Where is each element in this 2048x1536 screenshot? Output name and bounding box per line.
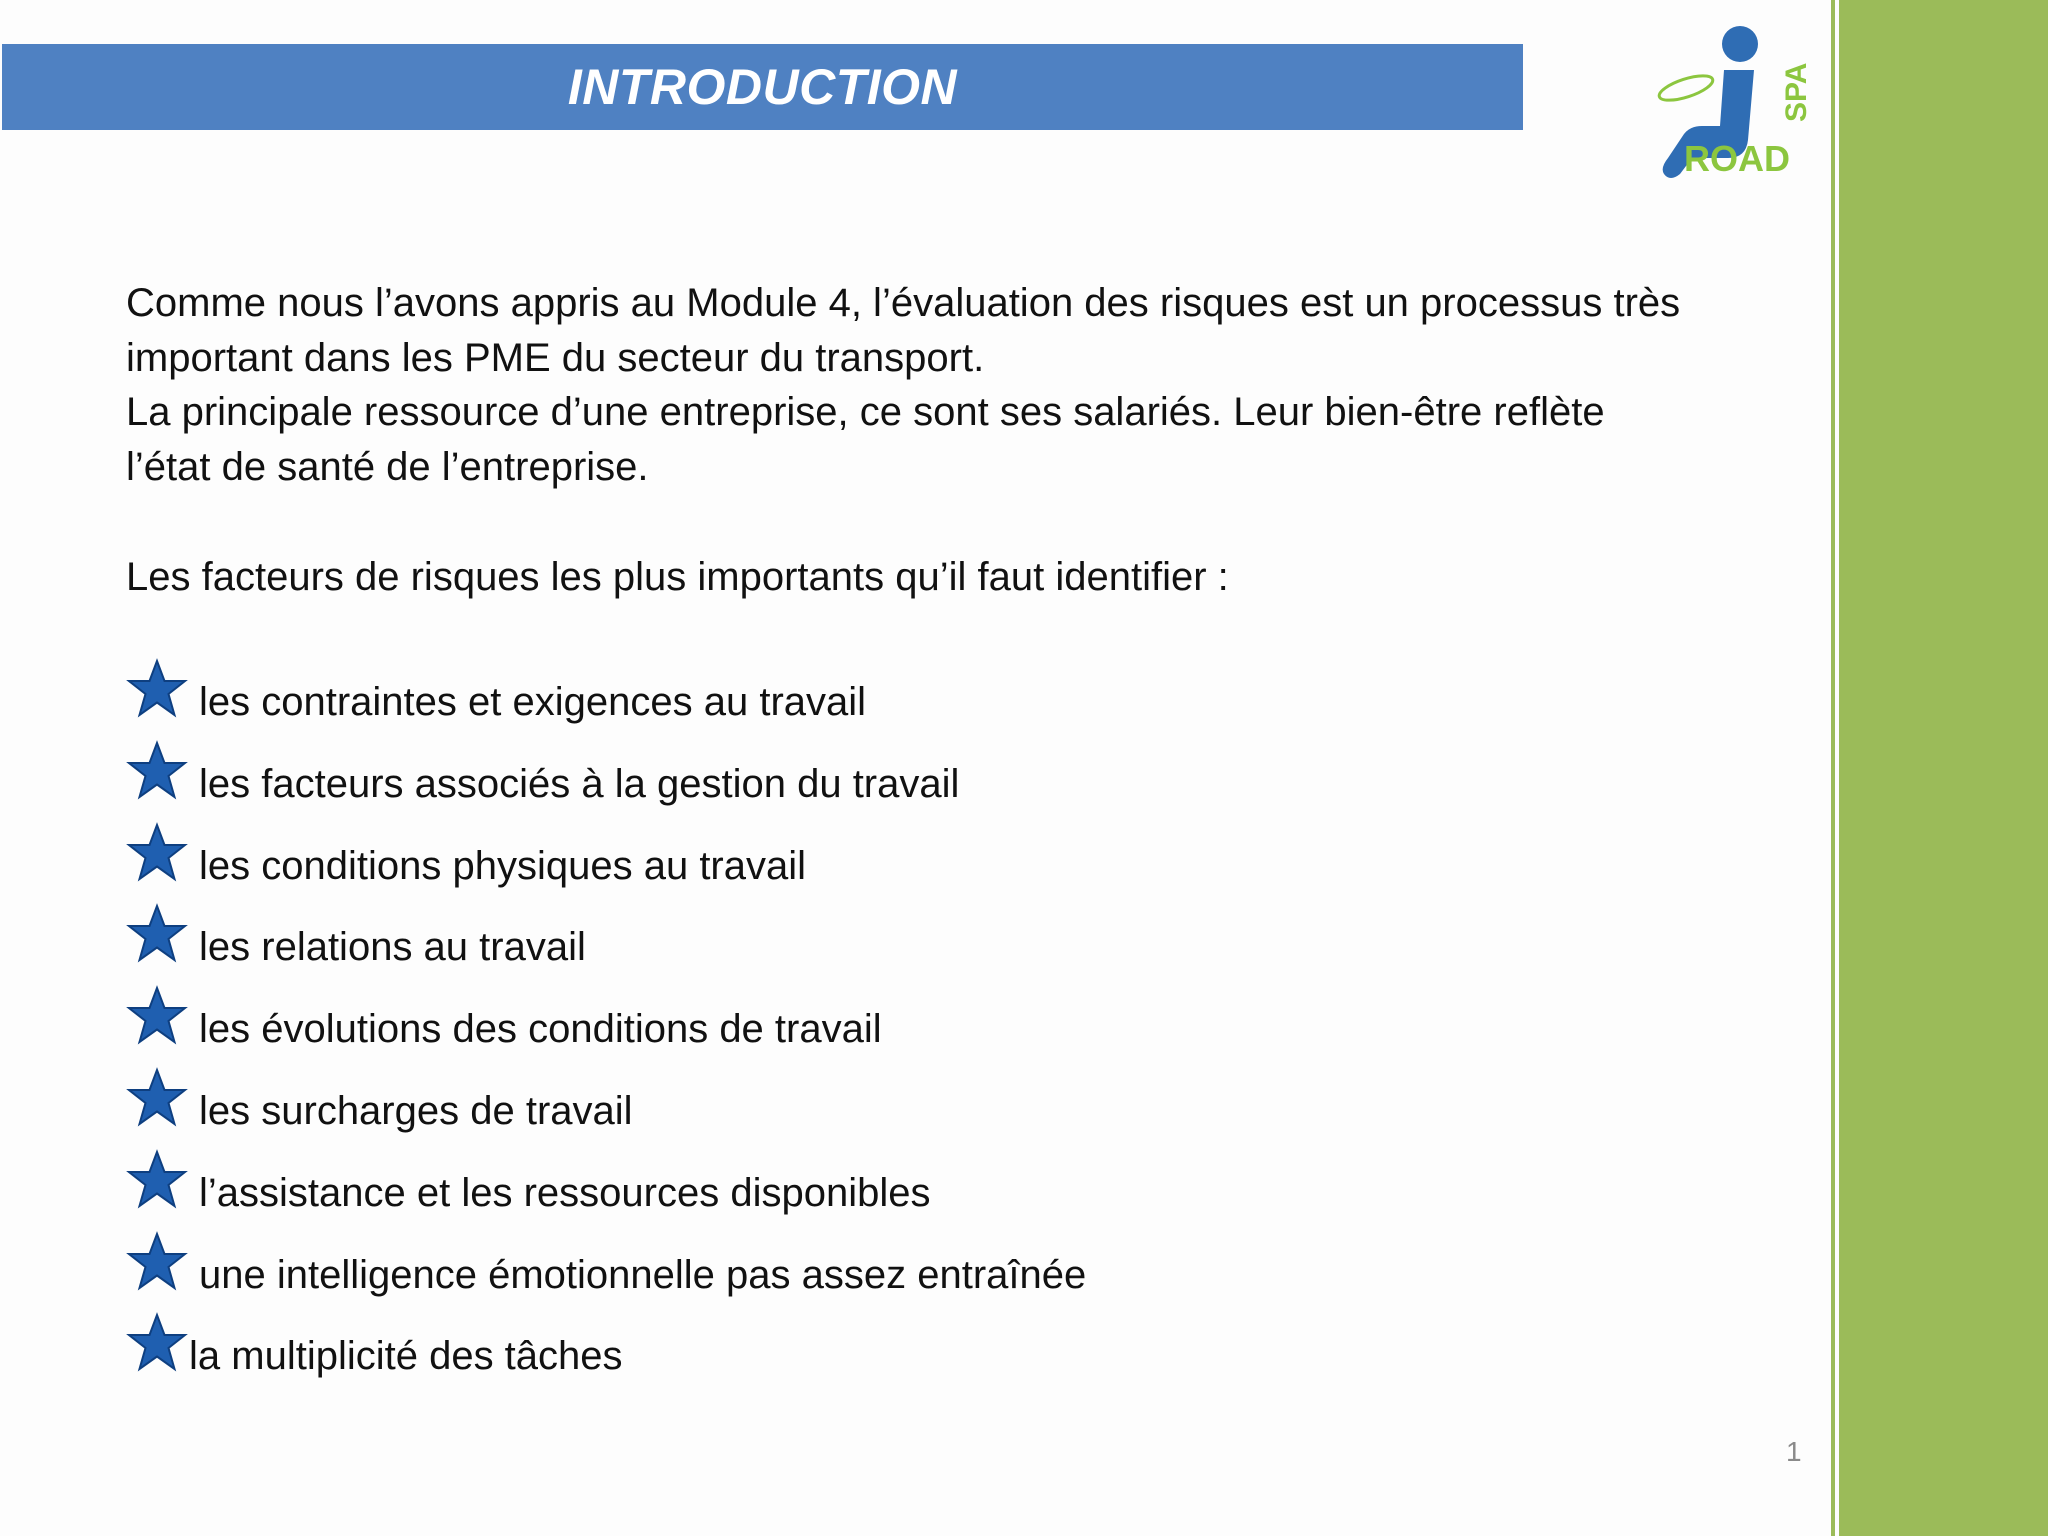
- logo-brand-text: ROAD: [1684, 138, 1790, 179]
- star-icon: [126, 822, 188, 884]
- star-icon: [126, 740, 188, 802]
- title-bar: [2, 44, 1523, 130]
- list-item-label: une intelligence émotionnelle pas assez entraînée: [199, 1252, 1087, 1297]
- star-icon: [126, 1149, 188, 1211]
- risk-factors-lead: Les facteurs de risques les plus importants qu’il faut identifier :: [126, 555, 1229, 599]
- side-band: [1839, 0, 2048, 1536]
- star-icon: [126, 1067, 188, 1129]
- list-item-label: les contraintes et exigences au travail: [199, 680, 867, 724]
- list-item-label: les conditions physiques au travail: [199, 843, 807, 888]
- star-icon: [126, 903, 188, 965]
- list-item-label: les évolutions des conditions de travail: [199, 1007, 882, 1052]
- roadspa-logo: [1640, 22, 1820, 184]
- slide-title: INTRODUCTION: [567, 59, 958, 115]
- page-number: 1: [1786, 1436, 1802, 1467]
- list-item-label: les facteurs associés à la gestion du travail: [199, 761, 960, 806]
- list-item-label: les relations au travail: [199, 925, 586, 970]
- side-band-divider: [1831, 0, 1835, 1536]
- intro-paragraph-2: La principale ressource d’une entreprise, ce sont ses salariés. Leur bien-être reflète l’état de santé de l’entreprise.: [126, 390, 1605, 489]
- intro-text: [126, 276, 1686, 494]
- star-icon: [126, 1231, 188, 1293]
- star-icon: [126, 658, 188, 720]
- intro-paragraph-1: Comme nous l’avons appris au Module 4, l’évaluation des risques est un processus très important dans les PME du secteur du transport.: [126, 281, 1681, 380]
- star-icon: [126, 985, 188, 1047]
- list-item-label: les surcharges de travail: [199, 1088, 633, 1133]
- logo-sub-text: SPA: [1780, 62, 1813, 122]
- list-item-label: la multiplicité des tâches: [189, 1334, 623, 1379]
- list-item-label: l’assistance et les ressources disponibles: [199, 1170, 931, 1215]
- star-icon: [126, 1312, 188, 1374]
